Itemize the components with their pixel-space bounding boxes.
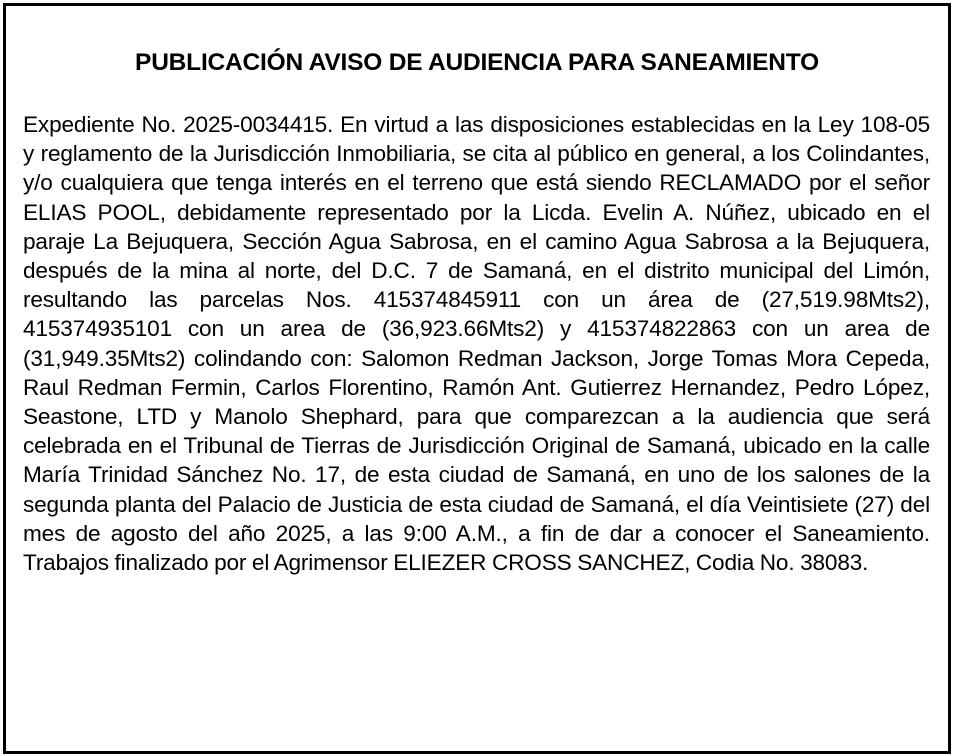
notice-body: Expediente No. 2025-0034415. En virtud a las disposiciones establecidas en la Ley 108-05 y reglamento de la Jurisdicción Inmobiliaria, se cita al público en general, a los Colindantes, y/o cualquiera que tenga interés en el terreno que está siendo RECLAMADO por el señor ELIAS POOL, debidamente representado por la Licda. Evelin A. Núñez, ubicado en el paraje La Bejuquera, Sección Agua Sabrosa, en el camino Agua Sabrosa a la Bejuquera, después de la mina al norte, del D.C. 7 de Samaná, en el distrito municipal del Limón, resultando las parcelas Nos. 415374845911 con un área de (27,519.98Mts2), 415374935101 con un area de (36,923.66Mts2) y 415374822863 con un area de (31,949.35Mts2) colindando con: Salomon Redman Jackson, Jorge Tomas Mora Cepeda, Raul Redman Fermin, Carlos Florentino, Ramón Ant. Gutierrez Hernandez, Pedro López, Seastone, LTD y Manolo Shephard, para que comparezcan a la audiencia que será celebrada en el Tribunal de Tierras de Jurisdicción Original de Samaná, ubicado en la calle María Trinidad Sánchez No. 17, de esta ciudad de Samaná, en uno de los salones de la segunda planta del Palacio de Justicia de esta ciudad de Samaná, el día Veintisiete (27) del mes de agosto del año 2025, a las 9:00 A.M., a fin de dar a conocer el Saneamiento. Trabajos finalizado por el Agrimensor ELIEZER CROSS SANCHEZ, Codia No. 38083.	[23, 112, 930, 576]
notice-title: PUBLICACIÓN AVISO DE AUDIENCIA PARA SANEAMIENTO	[135, 49, 819, 76]
notice-frame	[3, 3, 951, 754]
